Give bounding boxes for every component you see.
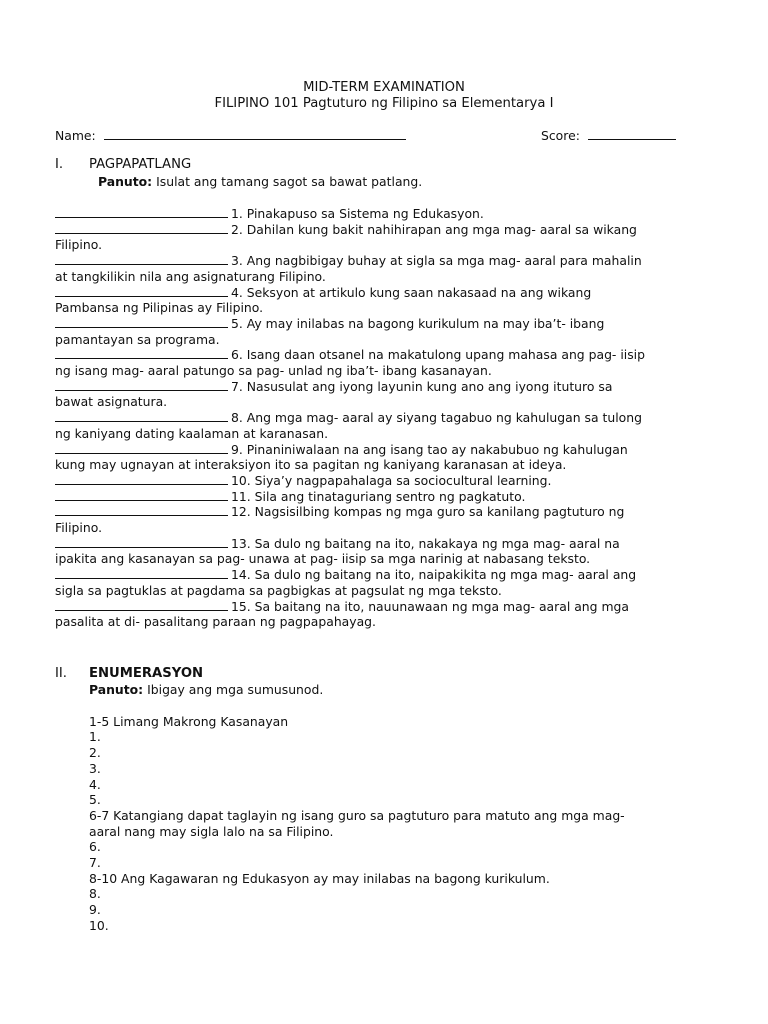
question-text: 12. Nagsisilbing kompas ng mga guro sa kanilang pagtuturo ng — [231, 504, 625, 520]
answer-blank[interactable] — [55, 379, 228, 391]
question-continuation — [55, 269, 675, 285]
enumeration-line: 7. — [89, 855, 101, 871]
question-continuation — [55, 237, 675, 253]
name-blank[interactable] — [104, 127, 406, 140]
course-title: FILIPINO 101 Pagtuturo ng Filipino sa Elementarya I — [214, 96, 554, 111]
question-continuation — [55, 520, 675, 536]
question-text: Pambansa ng Pilipinas ay Filipino. — [55, 300, 264, 316]
enumeration-line: 10. — [89, 917, 109, 933]
question-text: Filipino. — [55, 520, 103, 536]
question-item — [55, 536, 675, 552]
question-continuation — [55, 426, 675, 442]
answer-blank[interactable] — [55, 285, 228, 297]
question-text: 13. Sa dulo ng baitang na ito, nakakaya ng mga mag- aaral na — [231, 535, 620, 551]
question-text: 4. Seksyon at artikulo kung saan nakasaad na ang wikang — [231, 284, 592, 300]
question-item — [55, 473, 675, 489]
question-continuation — [55, 394, 675, 410]
section1-instruction-label: Panuto: — [98, 174, 153, 189]
question-text: sigla sa pagtuklas at pagdama sa pagbigkas at pagsulat ng mga teksto. — [55, 582, 502, 598]
enumeration-line: 6-7 Katangiang dapat taglayin ng isang guro sa pagtuturo para matuto ang mga mag- — [89, 807, 625, 823]
question-item — [55, 599, 675, 615]
question-text: 5. Ay may inilabas na bagong kurikulum na may iba’t- ibang — [231, 315, 605, 331]
answer-blank[interactable] — [55, 253, 228, 265]
enumeration-line: 5. — [89, 792, 101, 808]
fill-in-blank-list — [55, 206, 675, 630]
question-text: ipakita ang kasanayan sa pag- unawa at pag- iisip sa mga narinig at nabasang teksto. — [55, 551, 591, 567]
question-continuation — [55, 614, 675, 630]
question-text: pamantayan sa programa. — [55, 331, 220, 347]
answer-blank[interactable] — [55, 347, 228, 359]
question-text: 3. Ang nagbibigay buhay at sigla sa mga mag- aaral para mahalin — [231, 253, 642, 269]
answer-blank[interactable] — [55, 316, 228, 328]
answer-blank[interactable] — [55, 473, 228, 485]
answer-blank[interactable] — [55, 536, 228, 548]
question-text: 7. Nasusulat ang iyong layunin kung ano ang iyong ituturo sa — [231, 378, 613, 394]
question-text: 8. Ang mga mag- aaral ay siyang tagabuo ng kahulugan sa tulong — [231, 410, 642, 426]
question-text: Filipino. — [55, 237, 103, 253]
enumeration-line: 8-10 Ang Kagawaran ng Edukasyon ay may inilabas na bagong kurikulum. — [89, 870, 550, 886]
section1-title: PAGPAPATLANG — [89, 157, 192, 172]
question-continuation — [55, 457, 675, 473]
answer-blank[interactable] — [55, 206, 228, 218]
question-text: ng isang mag- aaral patungo sa pag- unlad ng iba’t- ibang kasanayan. — [55, 363, 492, 379]
exam-title: MID-TERM EXAMINATION — [303, 80, 465, 95]
answer-blank[interactable] — [55, 222, 228, 234]
question-continuation — [55, 332, 675, 348]
enumeration-line: 9. — [89, 902, 101, 918]
question-item — [55, 285, 675, 301]
question-continuation — [55, 363, 675, 379]
answer-blank[interactable] — [55, 489, 228, 501]
section2-title: ENUMERASYON — [89, 666, 204, 681]
answer-blank[interactable] — [55, 504, 228, 516]
score-label: Score: — [541, 128, 580, 143]
enumeration-line: 8. — [89, 886, 101, 902]
question-item — [55, 222, 675, 238]
section2-number: II. — [55, 666, 67, 681]
question-item — [55, 253, 675, 269]
section1-number: I. — [55, 157, 64, 172]
question-text: kung may ugnayan at interaksiyon ito sa pagitan ng kaniyang karanasan at ideya. — [55, 457, 567, 473]
question-text: 10. Siya’y nagpapahalaga sa sociocultural learning. — [231, 472, 552, 488]
enumeration-list — [89, 698, 625, 934]
question-text: 9. Pinaniniwalaan na ang isang tao ay nakabubuo ng kahulugan — [231, 441, 628, 457]
question-text: pasalita at di- pasalitang paraan ng pagpapahayag. — [55, 614, 376, 630]
question-item — [55, 316, 675, 332]
enumeration-line: 3. — [89, 760, 101, 776]
enumeration-line: 2. — [89, 745, 101, 761]
enumeration-line: aaral nang may sigla lalo na sa Filipino. — [89, 823, 334, 839]
score-blank[interactable] — [588, 127, 676, 140]
question-continuation — [55, 583, 675, 599]
question-item — [55, 567, 675, 583]
name-field — [55, 127, 406, 143]
section1-instruction-text: Isulat ang tamang sagot sa bawat patlang. — [156, 174, 423, 189]
question-text: 2. Dahilan kung bakit nahihirapan ang mga mag- aaral sa wikang — [231, 221, 637, 237]
answer-blank[interactable] — [55, 599, 228, 611]
answer-blank[interactable] — [55, 410, 228, 422]
question-item — [55, 489, 675, 505]
question-item — [55, 504, 675, 520]
question-text: 15. Sa baitang na ito, nauunawaan ng mga mag- aaral ang mga — [231, 598, 629, 614]
answer-blank[interactable] — [55, 442, 228, 454]
question-text: ng kaniyang dating kaalaman at karanasan. — [55, 425, 329, 441]
question-continuation — [55, 300, 675, 316]
question-item — [55, 347, 675, 363]
question-text: 6. Isang daan otsanel na makatulong upang mahasa ang pag- iisip — [231, 347, 645, 363]
question-text: 1. Pinakapuso sa Sistema ng Edukasyon. — [231, 206, 484, 221]
question-text: 14. Sa dulo ng baitang na ito, naipakikita ng mga mag- aaral ang — [231, 567, 637, 583]
enumeration-line: 1. — [89, 729, 101, 745]
section2-instruction-label: Panuto: — [89, 682, 144, 697]
section1-instruction — [98, 174, 422, 189]
question-item — [55, 442, 675, 458]
question-item — [55, 379, 675, 395]
question-item — [55, 410, 675, 426]
question-text: bawat asignatura. — [55, 394, 168, 410]
question-text: 11. Sila ang tinataguriang sentro ng pagkatuto. — [231, 488, 526, 504]
question-continuation — [55, 551, 675, 567]
question-text: at tangkilikin nila ang asignaturang Filipino. — [55, 268, 326, 284]
answer-blank[interactable] — [55, 567, 228, 579]
enumeration-line: 4. — [89, 776, 101, 792]
enumeration-line: 1-5 Limang Makrong Kasanayan — [89, 713, 289, 729]
name-label: Name: — [55, 128, 96, 143]
enumeration-line: 6. — [89, 839, 101, 855]
score-field — [541, 127, 676, 143]
section2-instruction-text: Ibigay ang mga sumusunod. — [147, 682, 324, 697]
question-item — [55, 206, 675, 222]
enumeration-line — [89, 698, 625, 714]
section2-instruction — [89, 682, 323, 697]
